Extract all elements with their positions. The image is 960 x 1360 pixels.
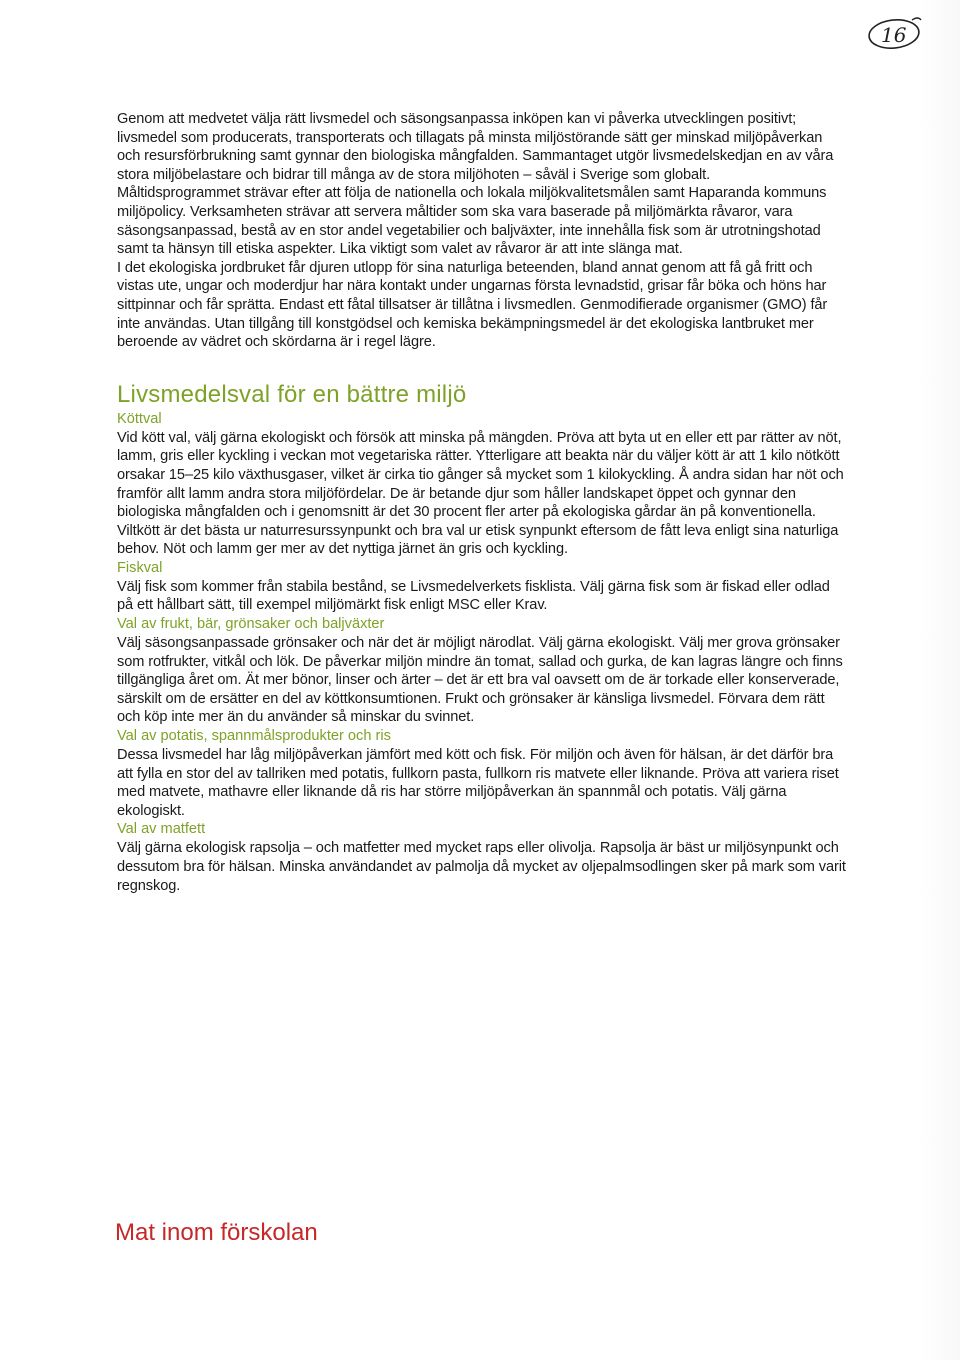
subsection-text-frukt: Välj säsongsanpassade grönsaker och när det är möjligt närodlat. Välj gärna ekologiskt. Välj mer grova grönsaker som rotfrukter, vitkål och lök. De påverkar miljön mindre än tomat, sallad och gurka, de kan lagras längre och finns tillgängliga året om. Ät mer bönor, linser och ärter – det är ett bra val oavsett om de är torkade eller konserverade, särskilt om de ersätter en del av köttkonsumtionen. Frukt och grönsaker är känsliga livsmedel. Förvara dem rätt och köp inte mer än du använder så minskar du svinnet. [117,635,843,726]
subsection-heading-potatis: Val av potatis, spannmålsprodukter och ris [117,728,391,745]
page-number-text: 16 [881,23,907,47]
subsection-text-potatis: Dessa livsmedel har låg miljöpåverkan jämfört med kött och fisk. För miljön och även för hälsan, är det därför bra att fylla en stor del av tallriken med potatis, fullkorn pasta, fullkorn ris matvete eller liknande. Pröva att variera riset med matvete, mathavre eller liknande då ris har större miljöpåverkan än spannmål och potatis. Välj gärna ekologiskt. [117,747,839,819]
subsection-text-kottval: Vid kött val, välj gärna ekologiskt och försök att minska på mängden. Pröva att byta ut en eller ett par rätter av nöt, lamm, gris eller kyckling i veckan mot vegetariska rätter. Ytterligare att beakta när du väljer kött är att 1 kilo nötkött orsakar 15–25 kilo växthusgaser, vilket är cirka tio gånger så mycket som 1 kilokyckling. Å andra sidan har nöt och framför allt lamm andra stora miljöfördelar. De är betande djur som håller landskapet öppet och gynnar den biologiska mångfalden och i genomsnitt är det 30 procent fler arter på ekologiska gårdar än på konventionella. Viltkött är det bästa ur naturresurssynpunkt och bra val ur etisk synpunkt eftersom de fått leva enligt sina naturliga behov. Nöt och lamm ger mer av det nyttiga järnet än gris och kyckling. [117,429,844,558]
section-title: Livsmedelsval för en bättre miljö [117,380,467,408]
subsection-heading-kottval: Köttval [117,410,162,427]
intro-paragraph-1: Genom att medvetet välja rätt livsmedel och säsongsanpassa inköpen kan vi påverka utvecklingen positivt; livsmedel som producerats, transporterats och tillagats på minsta miljöstörande sätt ger minskad miljöpåverkan och resursförbrukning samt gynnar den biologiska mångfalden. Sammantaget utgör livsmedelskedjan en av våra stora miljöbelastare och bidrar till många av de stora miljöhoten – såväl i Sverige som globalt. [117,111,834,183]
intro-paragraph-3: I det ekologiska jordbruket får djuren utlopp för sina naturliga beteenden, bland annat genom att få gå fritt och vistas ute, ungar och moderdjur har nära kontakt under ungarnas första levnadstid, grisar får böka och höns har sittpinnar och får sprätta. Endast ett fåtal tillsatser är tillåtna i livsmedlen. Genmodifierade organismer (GMO) får inte användas. Utan tillgång till konstgödsel och kemiska bekämpningsmedel är det ekologiska lantbruket mer beroende av vädret och skördarna är i regel lägre. [117,259,828,351]
intro-paragraph-2: Måltidsprogrammet strävar efter att följa de nationella och lokala miljökvalitetsmålen samt Haparanda kommuns miljöpolicy. Verksamheten strävar att servera måltider som ska vara baserade på miljömärkta råvaror, vara säsongsanpassad, bestå av en stor andel vegetabilier och baljväxter, inte innehålla fisk som är utrotningshotad samt ta hänsyn till etiska aspekter. Lika viktigt som valet av råvaror är att inte slänga mat. [117,185,827,258]
subsection-text-fiskval: Välj fisk som kommer från stabila bestånd, se Livsmedelverkets fisklista. Välj gärna fisk som är fiskad eller odlad på ett hållbart sätt, till exempel miljömärkt fisk enligt MSC eller Krav. [117,578,830,614]
next-section-heading: Mat inom förskolan [115,1219,318,1246]
subsection-heading-frukt: Val av frukt, bär, grönsaker och baljväxter [117,616,385,633]
subsection-heading-matfett: Val av matfett [117,821,206,838]
document-body [117,110,847,895]
subsection-heading-fiskval: Fiskval [117,559,163,576]
scan-edge-shading [920,0,960,1360]
handwritten-page-number-icon [866,14,924,52]
subsection-text-matfett: Välj gärna ekologisk rapsolja – och matfetter med mycket raps eller olivolja. Rapsolja är bäst ur miljösynpunkt och dessutom bra för hälsan. Minska användandet av palmolja då mycket av oljepalmsodlingen sker på mark som varit regnskog. [117,840,846,894]
